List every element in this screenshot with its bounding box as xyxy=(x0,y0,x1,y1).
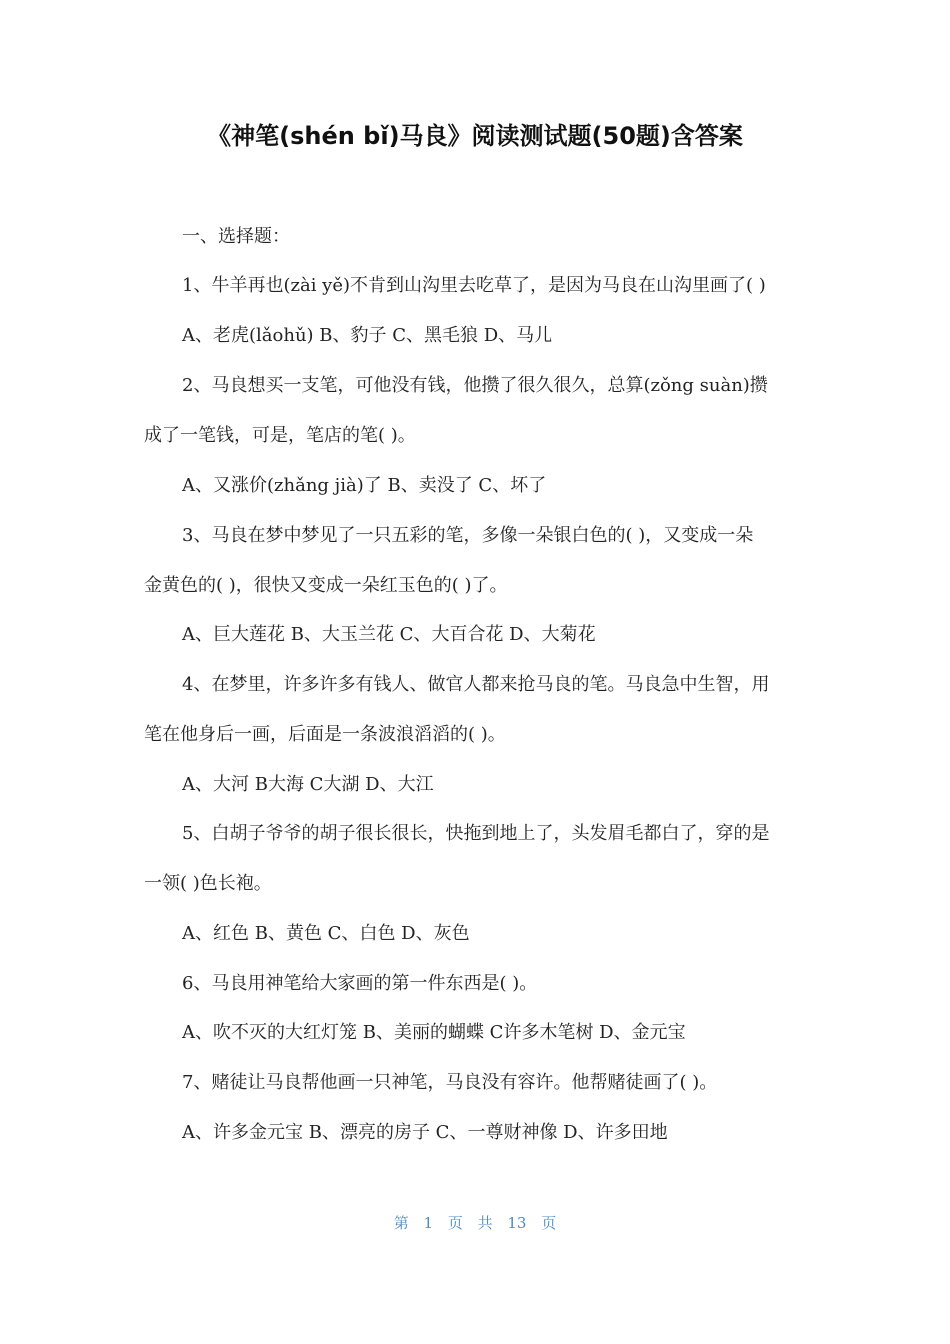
question-6-options: A、吹不灭的大红灯笼 B、美丽的蝴蝶 C许多木笔树 D、金元宝 xyxy=(182,1022,686,1043)
question-1: 1、牛羊再也(zài yě)不肯到山沟里去吃草了，是因为马良在山沟里画了( ) xyxy=(182,275,766,296)
question-3: 3、马良在梦中梦见了一只五彩的笔，多像一朵银白色的( )，又变成一朵 xyxy=(182,525,754,546)
question-4: 4、在梦里，许多许多有钱人、做官人都来抢马良的笔。马良急中生智，用 xyxy=(182,674,770,695)
question-7: 7、赌徒让马良帮他画一只神笔，马良没有容许。他帮赌徒画了( )。 xyxy=(182,1072,718,1093)
question-2-options: A、又涨价(zhǎng jià)了 B、卖没了 C、坏了 xyxy=(182,475,547,496)
question-5-options: A、红色 B、黄色 C、白色 D、灰色 xyxy=(182,923,470,944)
section-heading: 一、选择题： xyxy=(182,226,290,247)
question-6: 6、马良用神笔给大家画的第一件东西是( )。 xyxy=(182,973,538,994)
question-3-continued: 金黄色的( )，很快又变成一朵红玉色的( )了。 xyxy=(144,575,508,596)
page-footer: 第 1 页 共 13 页 xyxy=(393,1214,557,1232)
question-5-continued: 一领( )色长袍。 xyxy=(144,873,272,894)
question-5: 5、白胡子爷爷的胡子很长很长，快拖到地上了，头发眉毛都白了，穿的是 xyxy=(182,823,770,844)
question-2-continued: 成了一笔钱，可是，笔店的笔( )。 xyxy=(144,425,416,446)
question-1-options: A、老虎(lǎohǔ) B、豹子 C、黑毛狼 D、马儿 xyxy=(182,325,553,346)
question-4-options: A、大河 B大海 C大湖 D、大江 xyxy=(182,774,434,795)
document-title: 《神笔(shén bǐ)马良》阅读测试题(50题)含答案 xyxy=(207,122,743,150)
question-7-options: A、许多金元宝 B、漂亮的房子 C、一尊财神像 D、许多田地 xyxy=(182,1122,668,1143)
question-4-continued: 笔在他身后一画，后面是一条波浪滔滔的( )。 xyxy=(144,724,506,745)
question-3-options: A、巨大莲花 B、大玉兰花 C、大百合花 D、大菊花 xyxy=(182,624,596,645)
question-2: 2、马良想买一支笔，可他没有钱，他攒了很久很久，总算(zǒng suàn)攒 xyxy=(182,375,768,396)
